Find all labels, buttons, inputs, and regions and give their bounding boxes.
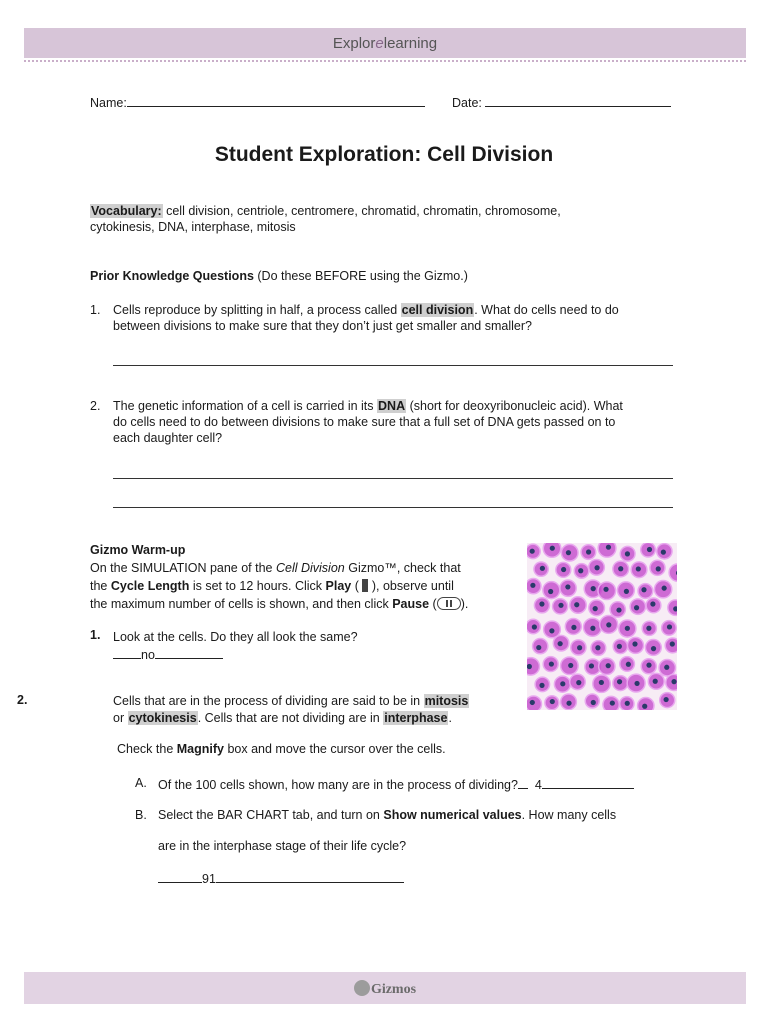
vocabulary-label: Vocabulary: bbox=[91, 204, 162, 218]
footer-bar bbox=[24, 972, 746, 1004]
date-row bbox=[452, 94, 671, 110]
cell-nucleus bbox=[589, 663, 594, 668]
play-button-icon bbox=[362, 579, 368, 592]
header-bar bbox=[24, 28, 746, 58]
cell-nucleus bbox=[595, 645, 600, 650]
cell-nucleus bbox=[560, 681, 565, 686]
cell-nucleus bbox=[671, 679, 676, 684]
answer-line-q1[interactable] bbox=[113, 365, 673, 366]
cell-nucleus bbox=[664, 665, 669, 670]
cell-nucleus bbox=[632, 641, 637, 646]
date-field[interactable] bbox=[485, 94, 671, 107]
cell-micrograph-image bbox=[527, 543, 677, 710]
question-b-letter: B. bbox=[135, 808, 147, 822]
term-mitosis: mitosis bbox=[424, 694, 469, 708]
term-interphase: interphase bbox=[384, 711, 448, 725]
cell-nucleus bbox=[578, 568, 583, 573]
question-1-number: 1. bbox=[90, 303, 101, 317]
question-2: The genetic information of a cell is carried in its DNA (short for deoxyribonucleic acid). What do cells need to do between divisions to make sure that a full set of DNA gets passed on to each daughter cell? bbox=[113, 399, 623, 445]
cell-nucleus bbox=[558, 603, 563, 608]
warmup-question-1: Look at the cells. Do they all look the same? no bbox=[113, 630, 358, 662]
cell-nucleus bbox=[539, 601, 544, 606]
cell-nucleus bbox=[549, 628, 554, 633]
gizmos-badge-icon bbox=[354, 980, 370, 996]
cell-nucleus bbox=[593, 606, 598, 611]
question-a: Of the 100 cells shown, how many are in the process of dividing? 4 bbox=[158, 776, 634, 792]
cell-nucleus bbox=[606, 545, 611, 550]
gizmos-logo: Gizmos bbox=[24, 980, 746, 998]
cell-nucleus bbox=[536, 645, 541, 650]
cell-nucleus bbox=[603, 587, 608, 592]
page-title: Student Exploration: Cell Division bbox=[214, 143, 554, 166]
cell-nucleus bbox=[646, 663, 651, 668]
cell-nucleus bbox=[558, 641, 563, 646]
cell-nucleus bbox=[539, 683, 544, 688]
cell-nucleus bbox=[571, 625, 576, 630]
cell-nucleus bbox=[610, 700, 615, 705]
explorelearning-logo: Explorelearning bbox=[332, 35, 438, 52]
cell bbox=[669, 564, 677, 581]
warmup-block: Gizmo Warm-up On the SIMULATION pane of the Cell Division Gizmo™, check that the Cycle Length is set to 12 hours. Click Play ( ), observe until the maximum number of cells is shown, and then click Pause ( ). bbox=[90, 543, 469, 611]
cell-nucleus bbox=[550, 546, 555, 551]
cell-nucleus bbox=[606, 622, 611, 627]
prior-knowledge-heading: Prior Knowledge Questions (Do these BEFORE using the Gizmo.) bbox=[90, 269, 468, 283]
cell-nucleus bbox=[599, 680, 604, 685]
cell-nucleus bbox=[617, 679, 622, 684]
question-a-letter: A. bbox=[135, 776, 147, 790]
cell-nucleus bbox=[650, 601, 655, 606]
question-1: Cells reproduce by splitting in half, a process called cell division. What do cells need to do between divisions to make sure that they don’t just get smaller and smaller? bbox=[113, 303, 619, 333]
question-2-number: 2. bbox=[90, 399, 101, 413]
cell-nucleus bbox=[616, 607, 621, 612]
cell-nucleus bbox=[574, 602, 579, 607]
cell-nucleus bbox=[565, 584, 570, 589]
vocabulary-terms-2: cytokinesis, DNA, interphase, mitosis bbox=[90, 220, 296, 234]
cell-nucleus bbox=[667, 624, 672, 629]
cell-nucleus bbox=[548, 589, 553, 594]
cell-nucleus bbox=[606, 663, 611, 668]
name-row bbox=[90, 94, 425, 110]
cell-nucleus bbox=[647, 547, 652, 552]
warmup-heading: Gizmo Warm-up bbox=[90, 543, 186, 557]
cell-nucleus bbox=[550, 699, 555, 704]
cell-nucleus bbox=[576, 680, 581, 685]
cell-nucleus bbox=[590, 626, 595, 631]
cell-nucleus bbox=[625, 551, 630, 556]
cell-nucleus bbox=[625, 626, 630, 631]
cell-nucleus bbox=[642, 704, 647, 709]
cell-nucleus bbox=[661, 550, 666, 555]
date-label: Date: bbox=[452, 96, 482, 110]
cells-illustration bbox=[527, 543, 677, 710]
cell-nucleus bbox=[577, 645, 582, 650]
cell-nucleus bbox=[540, 566, 545, 571]
cell-nucleus bbox=[670, 641, 675, 646]
warmup-question-2: Cells that are in the process of dividing are said to be in mitosis or cytokinesis. Cells that are not dividing are in interphase. bbox=[113, 694, 469, 725]
cell-nucleus bbox=[634, 681, 639, 686]
cell-nucleus bbox=[664, 697, 669, 702]
cell-nucleus bbox=[549, 661, 554, 666]
name-field[interactable] bbox=[127, 94, 425, 107]
cell-nucleus bbox=[646, 626, 651, 631]
cell-nucleus bbox=[624, 589, 629, 594]
cell-nucleus bbox=[653, 679, 658, 684]
pause-button-icon bbox=[437, 597, 461, 610]
cell-nucleus bbox=[591, 586, 596, 591]
name-label: Name: bbox=[90, 96, 127, 110]
cell-nucleus bbox=[566, 550, 571, 555]
cell-nucleus bbox=[618, 566, 623, 571]
term-cytokinesis: cytokinesis bbox=[128, 711, 197, 725]
question-b: Select the BAR CHART tab, and turn on Show numerical values. How many cells are in the interphase stage of their life cycle? 91 bbox=[158, 808, 617, 886]
cell-nucleus bbox=[594, 565, 599, 570]
answer-a-value[interactable]: 4 bbox=[534, 778, 542, 792]
cell-nucleus bbox=[530, 583, 535, 588]
cell-nucleus bbox=[591, 700, 596, 705]
term-dna: DNA bbox=[378, 399, 406, 413]
answer-b-value[interactable]: 91 bbox=[202, 872, 216, 886]
magnify-instruction: Check the Magnify box and move the cursor over the cells. bbox=[117, 742, 446, 756]
answer-line-q2b[interactable] bbox=[113, 507, 673, 508]
vocabulary-terms-1: cell division, centriole, centromere, chromatid, chromatin, chromosome, bbox=[162, 204, 561, 218]
warmup-question-2-number: 2. bbox=[17, 693, 28, 707]
header-divider bbox=[24, 60, 746, 62]
cell-nucleus bbox=[662, 586, 667, 591]
warmup-question-1-number: 1. bbox=[90, 628, 101, 642]
cell-nucleus bbox=[625, 701, 630, 706]
cell-nucleus bbox=[568, 663, 573, 668]
cell-nucleus bbox=[626, 662, 631, 667]
term-cell-division: cell division bbox=[401, 303, 474, 317]
cell-nucleus bbox=[656, 566, 661, 571]
cell-nucleus bbox=[561, 567, 566, 572]
cell-nucleus bbox=[651, 646, 656, 651]
vocabulary-block bbox=[90, 203, 650, 235]
cell-nucleus bbox=[566, 701, 571, 706]
cell-nucleus bbox=[532, 624, 537, 629]
answer-q1-value[interactable]: no bbox=[141, 648, 155, 662]
cell-nucleus bbox=[530, 549, 535, 554]
cell-nucleus bbox=[636, 566, 641, 571]
cell-nucleus bbox=[634, 605, 639, 610]
answer-line-q2a[interactable] bbox=[113, 478, 673, 479]
cell-nucleus bbox=[617, 644, 622, 649]
cell-nucleus bbox=[586, 549, 591, 554]
cell-nucleus bbox=[641, 587, 646, 592]
